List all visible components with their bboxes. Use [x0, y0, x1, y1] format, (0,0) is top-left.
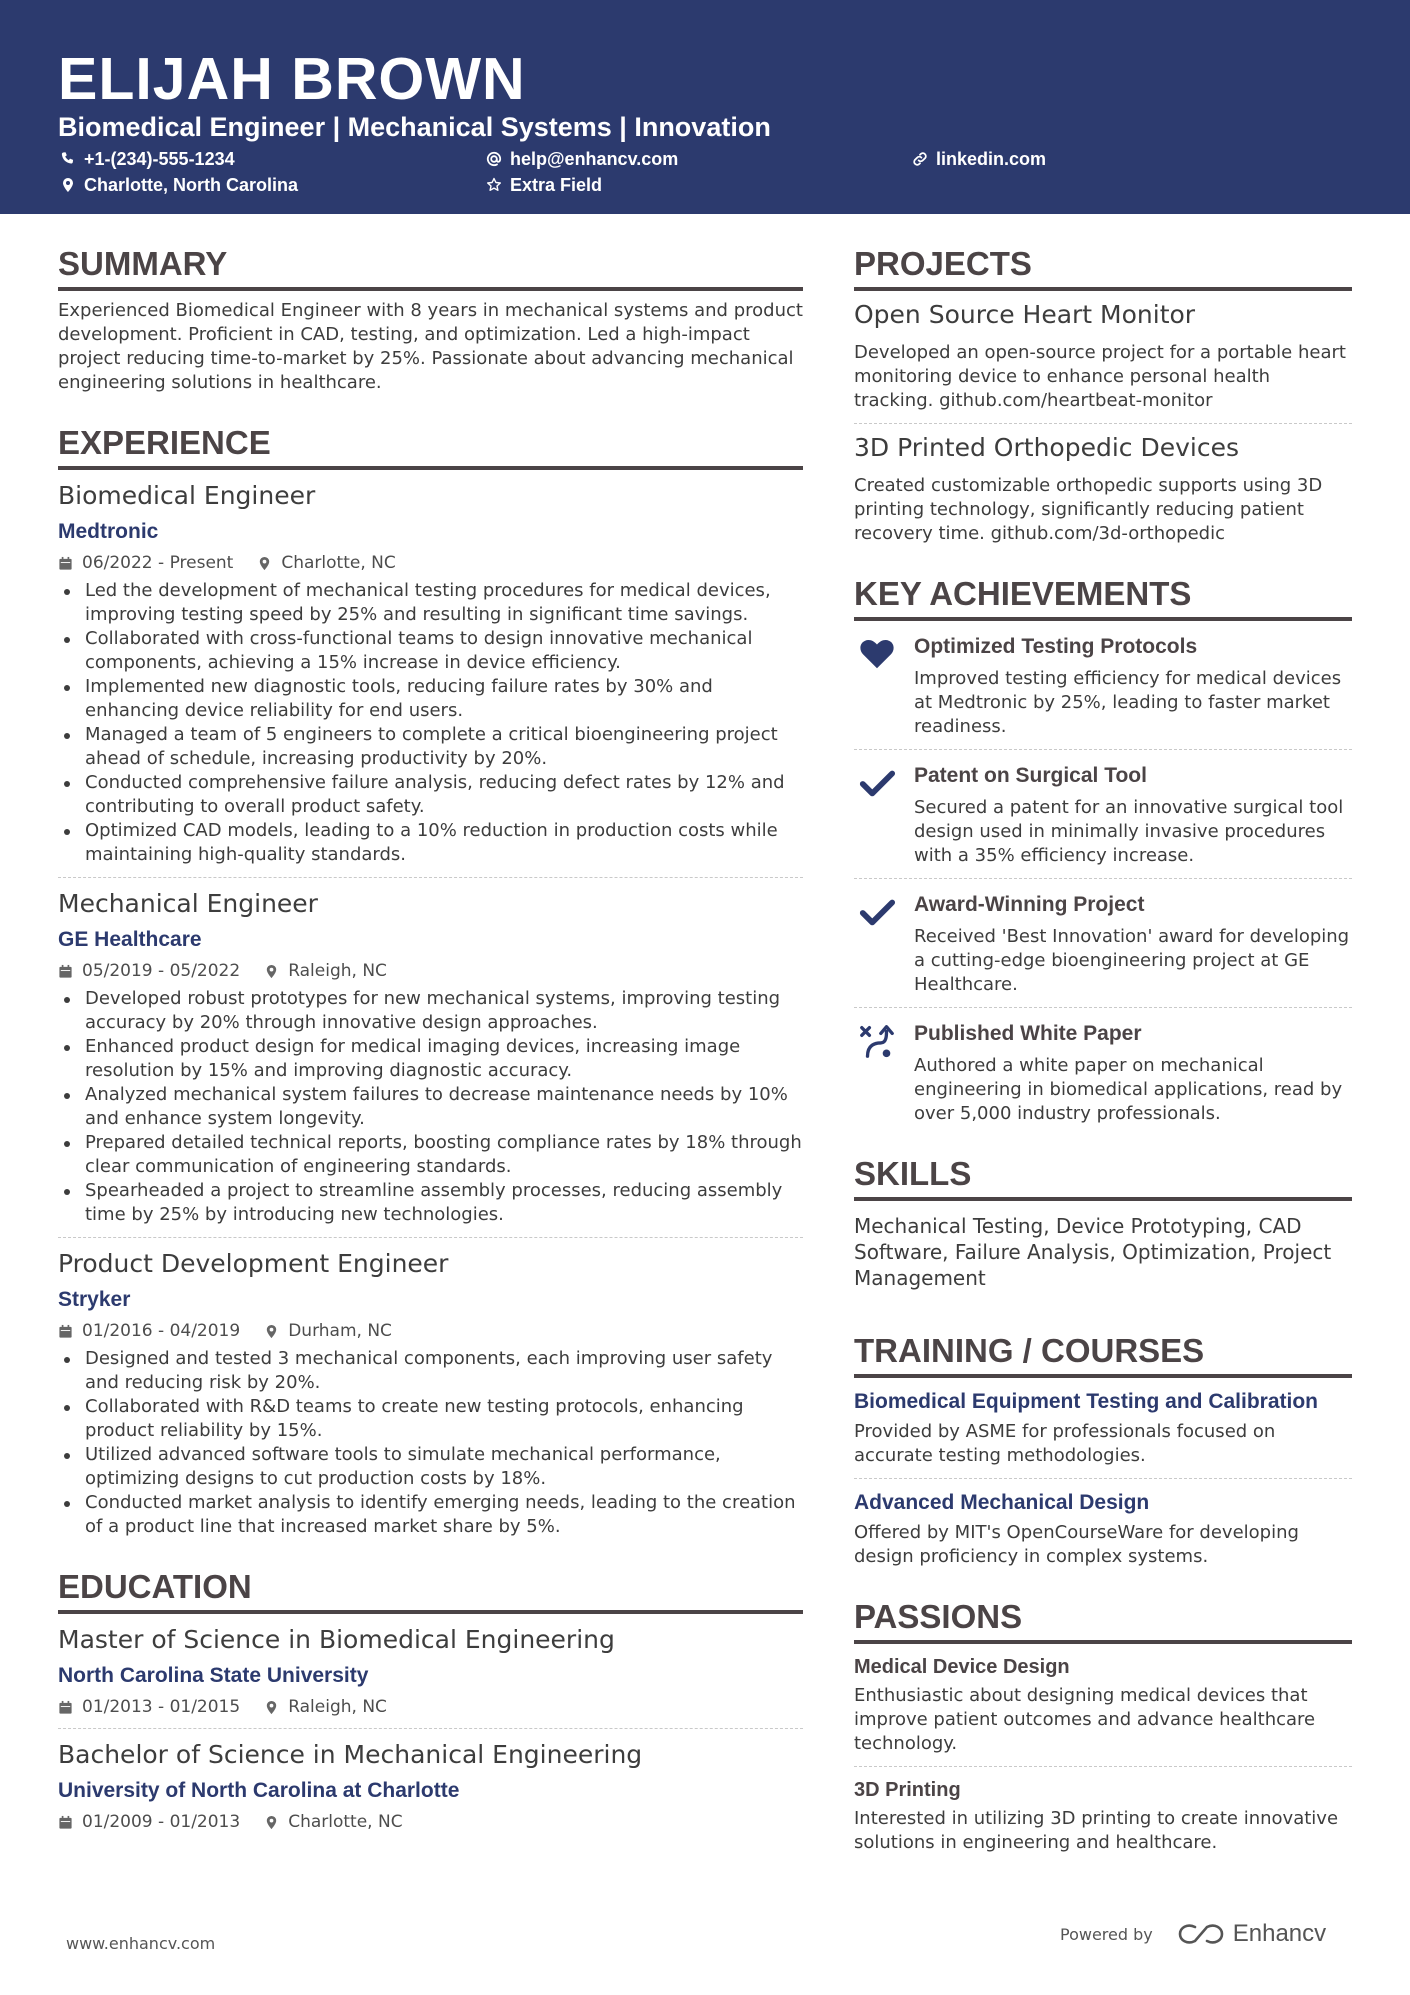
course-title: Biomedical Equipment Testing and Calibration	[854, 1390, 1318, 1413]
at-icon	[486, 151, 502, 167]
divider	[854, 878, 1352, 879]
skills-text: Mechanical Testing, Device Prototyping, CAD Software, Failure Analysis, Optimization, Project Management	[854, 1214, 1332, 1290]
section-title-education: EDUCATION	[58, 1567, 803, 1614]
divider	[854, 423, 1352, 424]
divider	[854, 1478, 1352, 1479]
company-name: GE Healthcare	[58, 928, 202, 951]
course-description: Provided by ASME for professionals focused on accurate testing methodologies.	[854, 1421, 1276, 1466]
education-location: Charlotte, NC	[288, 1812, 403, 1832]
degree-title: Master of Science in Biomedical Engineering	[58, 1625, 615, 1654]
achievement-description: Secured a patent for an innovative surgical tool design used in minimally invasive procedures with a 35% efficiency increase.	[914, 797, 1344, 866]
job-bullet: Analyzed mechanical system failures to decrease maintenance needs by 10% and enhance system longevity.	[58, 1083, 803, 1131]
phone-text: +1-(234)-555-1234	[84, 149, 235, 169]
right-column	[854, 244, 1352, 1855]
divider	[58, 877, 803, 878]
education-location: Raleigh, NC	[288, 1697, 387, 1717]
section-title-achievements: KEY ACHIEVEMENTS	[854, 574, 1352, 621]
job-meta	[58, 960, 803, 982]
divider	[854, 1007, 1352, 1008]
section-title-experience: EXPERIENCE	[58, 423, 803, 470]
job-meta	[58, 552, 803, 574]
experience-item	[58, 1248, 803, 1539]
job-bullet: Spearheaded a project to streamline assembly processes, reducing assembly time by 25% by introducing new technologies.	[58, 1179, 803, 1227]
left-column	[58, 244, 803, 1833]
company-name: Medtronic	[58, 520, 159, 543]
school-name: University of North Carolina at Charlotte	[58, 1779, 460, 1802]
job-bullets	[58, 987, 803, 1227]
contact-linkedin[interactable]	[912, 148, 1046, 170]
project-title: Open Source Heart Monitor	[854, 300, 1196, 329]
project-description: Created customizable orthopedic supports using 3D printing technology, significantly reducing patient recovery time. github.com/3d-orthopedic	[854, 475, 1323, 544]
education-meta	[58, 1696, 803, 1718]
course-description: Offered by MIT's OpenCourseWare for developing design proficiency in complex systems.	[854, 1522, 1299, 1567]
experience-item	[58, 888, 803, 1238]
job-location: Raleigh, NC	[288, 961, 387, 981]
job-bullet: Managed a team of 5 engineers to complete a critical bioengineering project ahead of schedule, increasing productivity by 20%.	[58, 723, 803, 771]
achievements-section	[854, 574, 1352, 1126]
brand-name: Enhancv	[1232, 1920, 1327, 1947]
job-bullet: Enhanced product design for medical imaging devices, increasing image resolution by 15% and improving diagnostic accuracy.	[58, 1035, 803, 1083]
job-bullet: Conducted comprehensive failure analysis, reducing defect rates by 12% and contributing to overall product safety.	[58, 771, 803, 819]
contact-email[interactable]	[486, 148, 678, 170]
project-title: 3D Printed Orthopedic Devices	[854, 433, 1239, 462]
degree-title: Bachelor of Science in Mechanical Engineering	[58, 1740, 643, 1769]
contact-phone[interactable]	[60, 148, 235, 170]
heart-icon	[858, 635, 896, 673]
projects-section	[854, 244, 1352, 546]
summary-text: Experienced Biomedical Engineer with 8 years in mechanical systems and product development. Proficient in CAD, testing, and optimization. Led a high-impact project reducing time-to-market by 25%. Passionate about advancing mechanical engineering solutions in healthcare.	[58, 300, 803, 393]
checkmark-icon	[858, 893, 896, 931]
passion-description: Enthusiastic about designing medical devices that improve patient outcomes and advance healthcare technology.	[854, 1685, 1316, 1754]
passions-section	[854, 1597, 1352, 1855]
location-pin-icon	[60, 177, 76, 193]
project-description: Developed an open-source project for a portable heart monitoring device to enhance personal health tracking. github.com/heartbeat-monitor	[854, 342, 1346, 411]
resume-header	[0, 0, 1410, 214]
section-title-passions: PASSIONS	[854, 1597, 1352, 1644]
star-icon	[486, 177, 502, 193]
achievement-title: Award-Winning Project	[914, 893, 1145, 916]
contact-location	[60, 174, 298, 196]
company-name: Stryker	[58, 1288, 131, 1311]
passion-item	[854, 1654, 1352, 1767]
course-item	[854, 1489, 1352, 1569]
summary-section	[58, 244, 803, 395]
achievement-title: Optimized Testing Protocols	[914, 635, 1198, 658]
course-title: Advanced Mechanical Design	[854, 1491, 1150, 1514]
job-dates: 01/2016 - 04/2019	[82, 1321, 241, 1341]
job-title: Mechanical Engineer	[58, 889, 318, 918]
job-bullet: Conducted market analysis to identify emerging needs, leading to the creation of a product line that increased market share by 5%.	[58, 1491, 803, 1539]
job-location: Charlotte, NC	[281, 553, 396, 573]
school-name: North Carolina State University	[58, 1664, 369, 1687]
education-item	[58, 1739, 803, 1833]
linkedin-text: linkedin.com	[936, 149, 1047, 169]
checkmark-icon	[858, 764, 896, 802]
job-dates: 06/2022 - Present	[82, 553, 234, 573]
achievement-title: Patent on Surgical Tool	[914, 764, 1147, 787]
experience-section	[58, 423, 803, 1539]
location-pin-icon	[264, 1324, 279, 1339]
education-dates: 01/2009 - 01/2013	[82, 1812, 241, 1832]
calendar-icon	[58, 556, 73, 571]
achievement-description: Received 'Best Innovation' award for developing a cutting-edge bioengineering project at GE Healthcare.	[914, 926, 1350, 995]
passion-title: Medical Device Design	[854, 1656, 1070, 1678]
achievement-title: Published White Paper	[914, 1022, 1142, 1045]
section-title-skills: SKILLS	[854, 1154, 1352, 1201]
job-bullet: Collaborated with R&D teams to create new testing protocols, enhancing product reliability by 15%.	[58, 1395, 803, 1443]
education-dates: 01/2013 - 01/2015	[82, 1697, 241, 1717]
achievement-item	[854, 891, 1352, 997]
project-item	[854, 299, 1352, 424]
job-bullet: Led the development of mechanical testing procedures for medical devices, improving testing speed by 25% and resulting in significant time savings.	[58, 579, 803, 627]
job-bullets	[58, 579, 803, 867]
divider	[58, 1728, 803, 1729]
achievement-description: Improved testing efficiency for medical devices at Medtronic by 25%, leading to faster market readiness.	[914, 668, 1342, 737]
candidate-name: ELIJAH BROWN	[58, 46, 526, 112]
section-title-summary: SUMMARY	[58, 244, 803, 291]
contact-extra	[486, 174, 602, 196]
job-bullet: Collaborated with cross-functional teams to design innovative mechanical components, achieving a 15% increase in device efficiency.	[58, 627, 803, 675]
job-bullet: Implemented new diagnostic tools, reducing failure rates by 30% and enhancing device reliability for end users.	[58, 675, 803, 723]
calendar-icon	[58, 1700, 73, 1715]
extra-field-text: Extra Field	[510, 175, 603, 195]
achievement-item	[854, 1020, 1352, 1126]
divider	[854, 749, 1352, 750]
passion-title: 3D Printing	[854, 1779, 961, 1801]
section-title-projects: PROJECTS	[854, 244, 1352, 291]
enhancv-logo-icon	[1177, 1921, 1225, 1947]
strategy-icon	[858, 1022, 896, 1060]
section-title-training: TRAINING / COURSES	[854, 1331, 1352, 1378]
education-meta	[58, 1811, 803, 1833]
location-text: Charlotte, North Carolina	[84, 175, 299, 195]
divider	[58, 1237, 803, 1238]
powered-by-label: Powered by	[1060, 1924, 1153, 1944]
passion-item	[854, 1777, 1352, 1855]
education-item	[58, 1624, 803, 1729]
link-icon	[912, 151, 928, 167]
footer-website-link[interactable]: www.enhancv.com	[66, 1934, 216, 1953]
job-bullet: Utilized advanced software tools to simulate mechanical performance, optimizing designs to cut production costs by 18%.	[58, 1443, 803, 1491]
skills-section	[854, 1154, 1352, 1291]
passion-description: Interested in utilizing 3D printing to create innovative solutions in engineering and healthcare.	[854, 1808, 1339, 1853]
enhancv-logo	[1177, 1920, 1326, 1948]
divider	[854, 1766, 1352, 1767]
job-title: Biomedical Engineer	[58, 481, 316, 510]
job-bullet: Prepared detailed technical reports, boosting compliance rates by 18% through clear communication of engineering standards.	[58, 1131, 803, 1179]
education-section	[58, 1567, 803, 1833]
location-pin-icon	[264, 1700, 279, 1715]
location-pin-icon	[257, 556, 272, 571]
candidate-subtitle: Biomedical Engineer | Mechanical Systems | Innovation	[58, 112, 771, 142]
job-location: Durham, NC	[288, 1321, 392, 1341]
phone-icon	[60, 151, 76, 167]
job-bullet: Designed and tested 3 mechanical components, each improving user safety and reducing risk by 20%.	[58, 1347, 803, 1395]
achievement-item	[854, 633, 1352, 739]
job-bullets	[58, 1347, 803, 1539]
location-pin-icon	[264, 1815, 279, 1830]
achievement-item	[854, 762, 1352, 868]
job-dates: 05/2019 - 05/2022	[82, 961, 241, 981]
achievement-description: Authored a white paper on mechanical engineering in biomedical applications, read by over 5,000 industry professionals.	[914, 1055, 1343, 1124]
calendar-icon	[58, 964, 73, 979]
job-bullet: Developed robust prototypes for new mechanical systems, improving testing accuracy by 20% through innovative design approaches.	[58, 987, 803, 1035]
job-bullet: Optimized CAD models, leading to a 10% reduction in production costs while maintaining high-quality standards.	[58, 819, 803, 867]
location-pin-icon	[264, 964, 279, 979]
email-text: help@enhancv.com	[510, 149, 679, 169]
calendar-icon	[58, 1324, 73, 1339]
footer-branding[interactable]	[1060, 1920, 1326, 1948]
project-item	[854, 432, 1352, 546]
calendar-icon	[58, 1815, 73, 1830]
job-meta	[58, 1320, 803, 1342]
experience-item	[58, 480, 803, 878]
course-item	[854, 1388, 1352, 1479]
training-section	[854, 1331, 1352, 1569]
job-title: Product Development Engineer	[58, 1249, 449, 1278]
